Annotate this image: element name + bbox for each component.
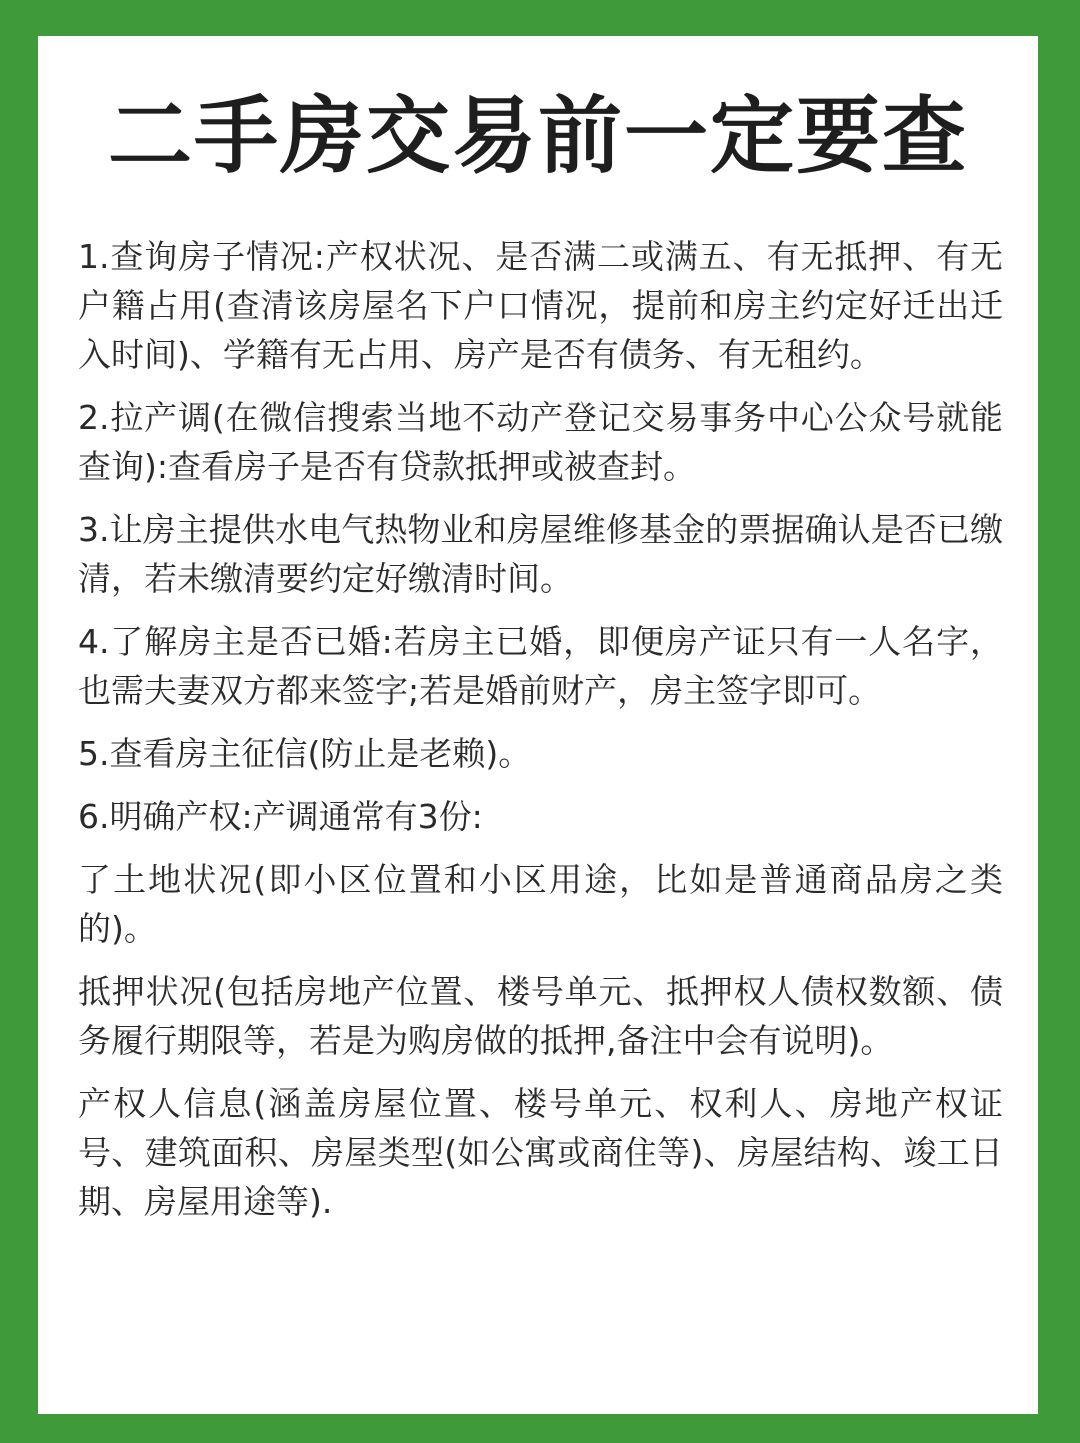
property-mortgage-status: 抵押状况(包括房地产位置、楼号单元、抵押权人债权数额、债务履行期限等，若是为购房做的抵押,备注中会有说明)。 (78, 972, 1003, 1060)
content-card (38, 36, 1038, 1414)
property-owner-info: 产权人信息(涵盖房屋位置、楼号单元、权利人、房地产权证号、建筑面积、房屋类型(如公寓或商住等)、房屋结构、竣工日期、房屋用途等). (78, 1084, 1003, 1221)
checklist-item-4: 4.了解房主是否已婚:若房主已婚，即便房产证只有一人名字，也需夫妻双方都来签字;若是婚前财产，房主签字即可。 (78, 622, 1003, 710)
checklist-item-2: 2.拉产调(在微信搜索当地不动产登记交易事务中心公众号就能查询):查看房子是否有贷款抵押或被查封。 (78, 398, 1003, 486)
checklist-body (78, 232, 1003, 1240)
checklist-item-6: 6.明确产权:产调通常有3份: (78, 797, 483, 836)
checklist-item-5: 5.查看房主征信(防止是老赖)。 (78, 734, 532, 773)
checklist-item-3: 3.让房主提供水电气热物业和房屋维修基金的票据确认是否已缴清，若未缴清要约定好缴清时间。 (78, 510, 1003, 598)
page-title: 二手房交易前一定要查 (107, 87, 968, 185)
checklist-item-1: 1.查询房子情况:产权状况、是否满二或满五、有无抵押、有无户籍占用(查清该房屋名下户口情况，提前和房主约定好迁出迁入时间)、学籍有无占用、房产是否有债务、有无租约。 (78, 237, 1003, 374)
property-land-status: 了土地状况(即小区位置和小区用途，比如是普通商品房之类的)。 (78, 860, 1003, 948)
